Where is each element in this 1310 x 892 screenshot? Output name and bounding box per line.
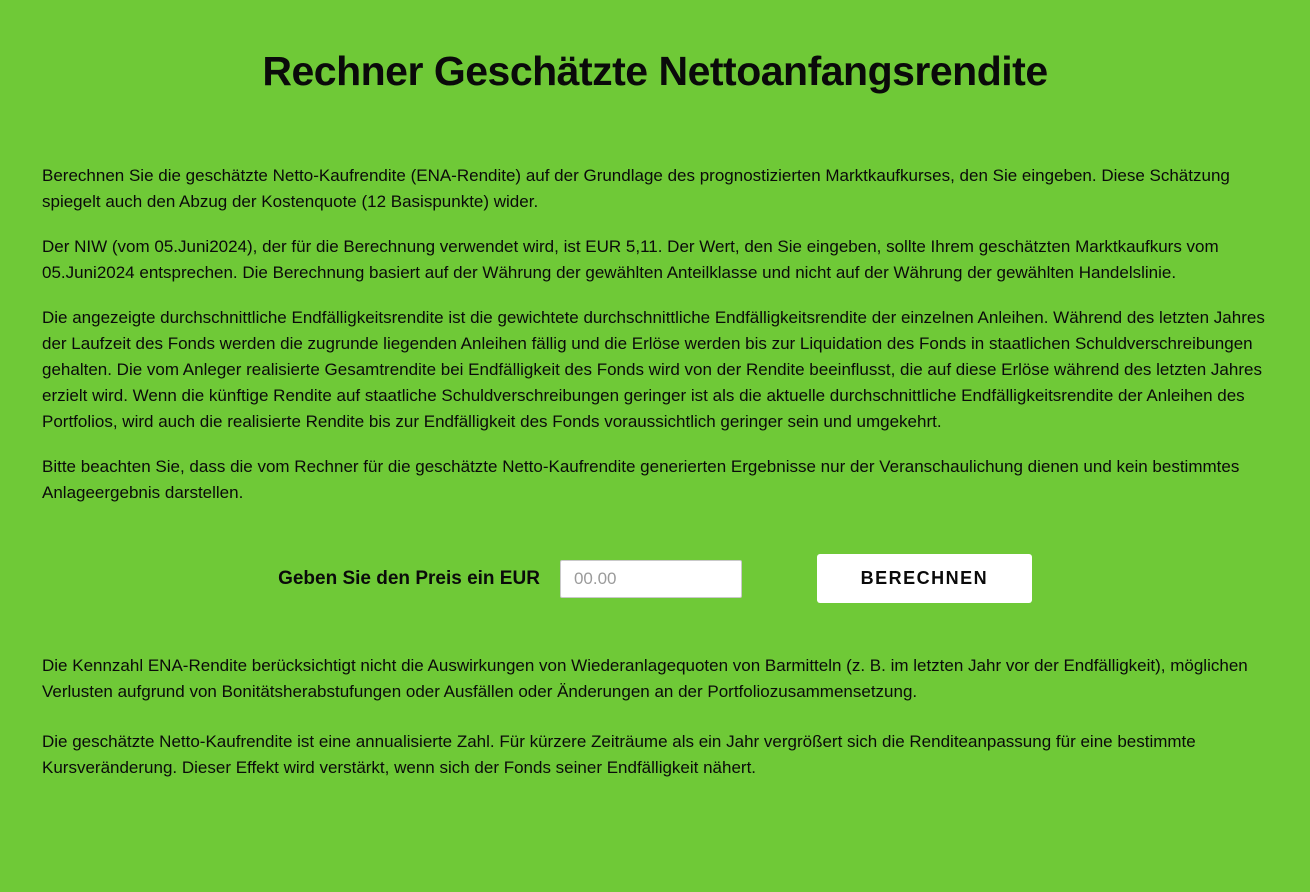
price-input[interactable] [560,560,742,598]
price-input-label: Geben Sie den Preis ein EUR [278,567,540,589]
intro-section [42,163,1268,506]
berechnen-button[interactable]: BERECHNEN [817,554,1032,603]
disclaimer-paragraph-1: Die Kennzahl ENA-Rendite berücksichtigt nicht die Auswirkungen von Wiederanlagequoten von Barmitteln (z. B. im letzten Jahr vor der Endfälligkeit), möglichen Verlusten aufgrund von Bonitätsherabstufungen oder Ausfällen oder Änderungen an der Portfoliozusammensetzung. [42,656,1248,701]
calculator-form [42,554,1268,603]
disclaimer-paragraph-2: Die geschätzte Netto-Kaufrendite ist eine annualisierte Zahl. Für kürzere Zeiträume als ein Jahr vergrößert sich die Renditeanpassung für eine bestimmte Kursveränderung. Dieser Effekt wird verstärkt, wenn sich der Fonds seiner Endfälligkeit nähert. [42,732,1196,777]
intro-paragraph-2: Der NIW (vom 05.Juni2024), der für die Berechnung verwendet wird, ist EUR 5,11. Der Wert, den Sie eingeben, sollte Ihrem geschätzten Marktkaufkurs vom 05.Juni2024 entsprechen. Die Berechnung basiert auf der Währung der gewählten Anteilklasse und nicht auf der Währung der gewählten Handelslinie. [42,237,1219,282]
page-title: Rechner Geschätzte Nettoanfangsrendite [262,48,1048,94]
intro-paragraph-4: Bitte beachten Sie, dass die vom Rechner für die geschätzte Netto-Kaufrendite generierten Ergebnisse nur der Veranschaulichung dienen und kein bestimmtes Anlageergebnis darstellen. [42,457,1240,502]
disclaimer-section [42,653,1268,781]
intro-paragraph-1: Berechnen Sie die geschätzte Netto-Kaufrendite (ENA-Rendite) auf der Grundlage des prognostizierten Marktkaufkurses, den Sie eingeben. Diese Schätzung spiegelt auch den Abzug der Kostenquote (12 Basispunkte) wider. [42,166,1230,211]
intro-paragraph-3: Die angezeigte durchschnittliche Endfälligkeitsrendite ist die gewichtete durchschnittliche Endfälligkeitsrendite der einzelnen Anleihen. Während des letzten Jahres der Laufzeit des Fonds werden die zugrunde liegenden Anleihen fällig und die Erlöse werden bis zur Liquidation des Fonds in staatlichen Schuldverschreibungen gehalten. Die vom Anleger realisierte Gesamtrendite bei Endfälligkeit des Fonds wird von der Rendite beeinflusst, die auf diese Erlöse während des letzten Jahres erzielt wird. Wenn die künftige Rendite auf staatliche Schuldverschreibungen geringer ist als die aktuelle durchschnittliche Endfälligkeitsrendite der Anleihen des Portfolios, wird auch die realisierte Rendite bis zur Endfälligkeit des Fonds voraussichtlich geringer sein und umgekehrt. [42,308,1265,431]
